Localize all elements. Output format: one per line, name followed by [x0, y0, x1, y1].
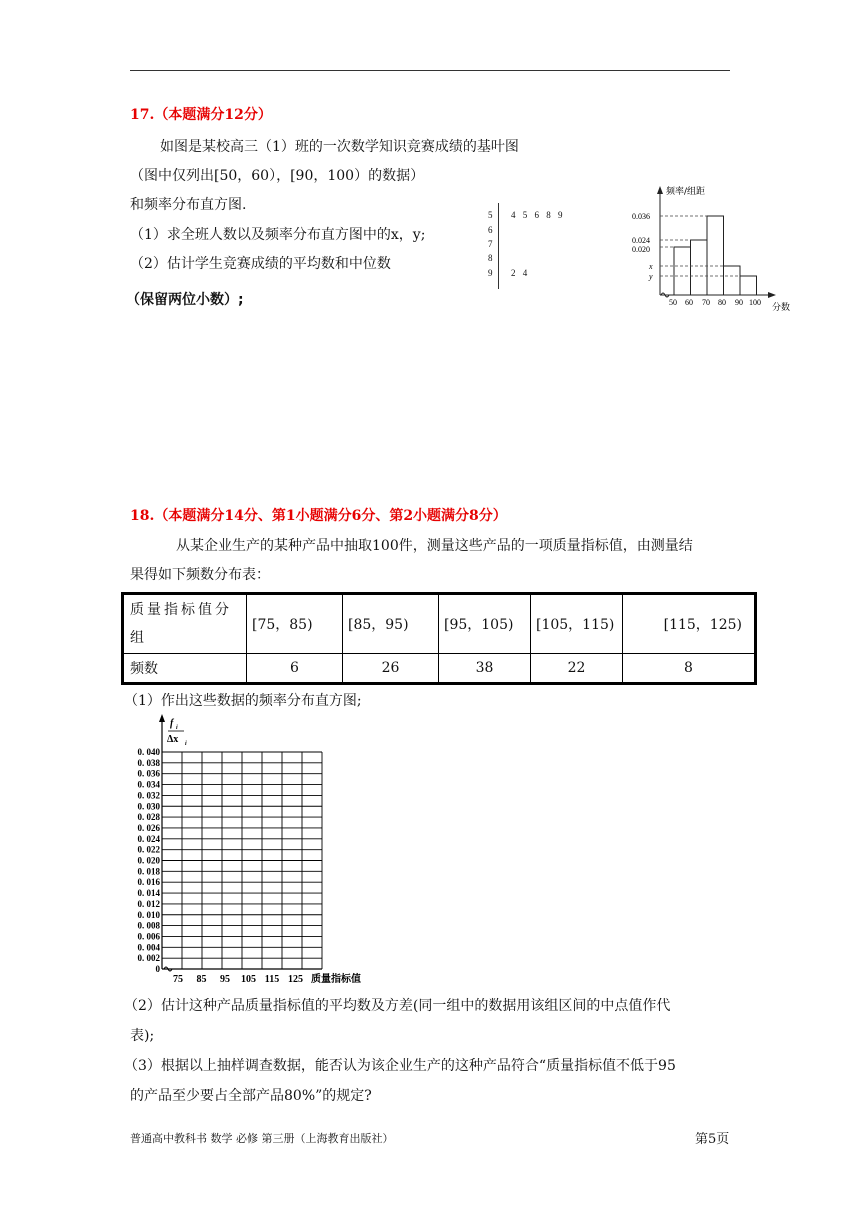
table-row	[123, 654, 756, 684]
table-cell: 38	[439, 654, 531, 684]
y-tick-label: 0. 040	[137, 747, 160, 757]
stem: 7	[488, 239, 493, 249]
x-tick-label: 80	[718, 298, 726, 307]
bar	[691, 240, 708, 295]
y-tick-label: y	[649, 272, 653, 281]
y-tick-label: 0. 004	[137, 942, 160, 953]
x-tick-label: 105	[241, 974, 256, 985]
table-cell: [105，115)	[531, 594, 623, 654]
bar	[724, 266, 741, 295]
table-row	[123, 594, 756, 654]
leaves: 4 5 6 8 9	[511, 210, 563, 220]
table-cell: [95，105)	[439, 594, 531, 654]
table-cell: [75，85)	[247, 594, 343, 654]
q18-blank-grid	[120, 712, 380, 990]
bar	[740, 276, 757, 295]
q18-part2: 表);	[130, 1028, 155, 1044]
x-tick-label: 75	[173, 974, 183, 985]
q17-line: （1）求全班人数以及频率分布直方图中的x，y;	[130, 227, 426, 243]
x-tick-label: 70	[702, 298, 710, 307]
stem-divider	[498, 203, 499, 289]
q18-header: 18.（本题满分14分、第1小题满分6分、第2小题满分8分）	[130, 508, 507, 524]
y-tick-label: x	[649, 262, 653, 271]
y-tick-label: 0. 020	[137, 855, 160, 866]
table-cell: 26	[343, 654, 439, 684]
x-tick-label: 85	[196, 974, 207, 985]
y-axis-label-top: f	[170, 718, 174, 729]
q17-header: 17.（本题满分12分）	[130, 107, 272, 123]
x-axis-arrow	[768, 292, 776, 298]
q18-part3: （3）根据以上抽样调查数据，能否认为该企业生产的这种产品符合“质量指标值不低于95	[124, 1058, 676, 1074]
table-cell: 8	[623, 654, 756, 684]
leaves: 2 4	[511, 268, 528, 278]
y-tick-label: 0. 018	[137, 866, 160, 877]
y-tick-label: 0. 010	[137, 909, 160, 920]
y-tick-label: 0. 024	[137, 833, 160, 844]
y-tick-label: 0. 030	[137, 801, 160, 812]
y-axis-arrow	[159, 714, 165, 722]
table-header-line: 组	[130, 630, 147, 646]
y-tick-label: 0. 028	[137, 812, 160, 823]
stem: 5	[488, 210, 493, 220]
footer-book-title: 普通高中教科书 数学 必修 第三册（上海教育出版社）	[130, 1132, 394, 1145]
q18-intro: 从某企业生产的某种产品中抽取100件，测量这些产品的一项质量指标值，由测量结	[176, 538, 693, 554]
y-tick-label: 0. 036	[137, 768, 160, 779]
y-axis-arrow	[657, 186, 663, 194]
y-tick-label: 0.036	[632, 212, 650, 221]
q17-line: （保留两位小数）;	[126, 292, 244, 308]
y-tick-label: 0.020	[632, 245, 650, 254]
q18-intro: 果得如下频数分布表：	[130, 567, 270, 583]
table-header-line: 质量指标值分	[130, 602, 232, 618]
bar	[707, 216, 724, 295]
x-tick-label: 90	[735, 298, 743, 307]
q17-histogram	[620, 180, 800, 315]
x-tick-label: 60	[685, 298, 693, 307]
q17-line: （图中仅列出[50，60），[90，100）的数据）	[130, 168, 425, 184]
stem: 9	[488, 268, 493, 278]
x-axis-label: 质量指标值	[311, 974, 361, 985]
x-tick-label: 100	[749, 298, 761, 307]
x-tick-label: 50	[669, 298, 677, 307]
y-tick-label: 0. 016	[137, 877, 160, 888]
y-tick-labels	[138, 747, 161, 974]
stem: 6	[488, 225, 493, 235]
x-tick-label: 95	[220, 974, 230, 985]
y-tick-label: 0. 014	[137, 888, 160, 899]
subscript: i	[185, 741, 187, 747]
grid-lines	[162, 752, 322, 969]
q18-part2: （2）估计这种产品质量指标值的平均数及方差(同一组中的数据用该组区间的中点值作代	[124, 998, 671, 1014]
q17-line: 如图是某校高三（1）班的一次数学知识竞赛成绩的基叶图	[160, 139, 519, 155]
y-tick-label: 0. 034	[137, 779, 160, 790]
stem: 8	[488, 253, 493, 263]
x-tick-label: 115	[264, 974, 280, 985]
table-header-cell: 频数	[123, 654, 247, 684]
y-tick-label: 0. 026	[137, 822, 160, 833]
y-tick-label: 0. 038	[137, 757, 160, 768]
y-tick-label: 0. 006	[137, 931, 160, 942]
frequency-table	[121, 592, 757, 685]
table-cell: [85，95)	[343, 594, 439, 654]
y-tick-label: 0. 022	[137, 844, 160, 855]
table-cell: 6	[247, 654, 343, 684]
q18-part3: 的产品至少要占全部产品80%”的规定?	[130, 1088, 372, 1104]
y-axis-label-bottom: Δx	[167, 734, 179, 745]
table-cell: [115，125)	[623, 594, 756, 654]
y-tick-label: 0.024	[632, 236, 650, 245]
y-axis-label: 频率/组距	[666, 187, 706, 197]
y-tick-label: 0. 008	[137, 920, 160, 931]
y-tick-label: 0. 032	[137, 790, 160, 801]
table-cell: 22	[531, 654, 623, 684]
y-tick-label: 0	[155, 964, 160, 974]
x-tick-label: 125	[288, 974, 303, 985]
y-tick-label: 0. 012	[137, 898, 160, 909]
bar	[674, 247, 691, 295]
y-tick-label: 0. 002	[137, 953, 160, 964]
table-header-cell	[123, 594, 247, 654]
x-axis-label: 分数	[772, 303, 791, 313]
x-tick-labels	[173, 974, 303, 985]
q18-part1: （1）作出这些数据的频率分布直方图;	[124, 693, 362, 709]
footer-page-number: 第5页	[695, 1132, 730, 1147]
subscript: i	[176, 725, 178, 731]
header-rule	[130, 70, 730, 71]
q17-line: （2）估计学生竞赛成绩的平均数和中位数	[130, 256, 391, 272]
q17-line: 和频率分布直方图.	[130, 197, 247, 213]
